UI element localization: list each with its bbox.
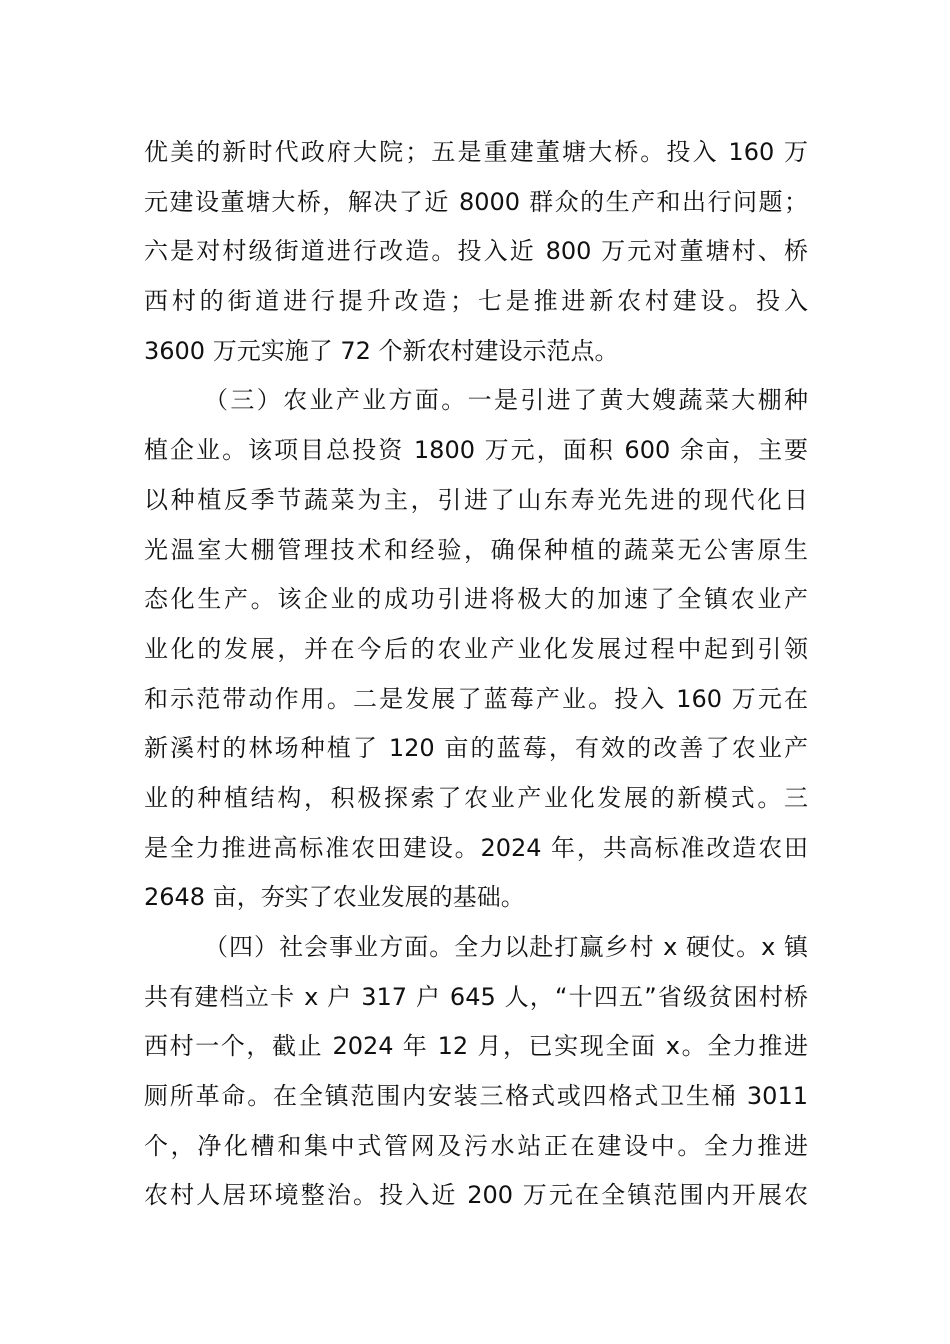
text-line: 西村的街道进行提升改造；七是推进新农村建设。投入: [144, 287, 808, 316]
text-line: 厕所革命。在全镇范围内安装三格式或四格式卫生桶 3011: [144, 1082, 808, 1111]
document-body: [144, 128, 808, 1221]
text-line: （三）农业产业方面。一是引进了黄大嫂蔬菜大棚种: [204, 386, 808, 415]
text-line: 业的种植结构，积极探索了农业产业化发展的新模式。三: [144, 783, 808, 812]
text-line: 业化的发展，并在今后的农业产业化发展过程中起到引领: [144, 634, 808, 663]
text-line: 2648 亩，夯实了农业发展的基础。: [144, 883, 525, 912]
text-line: 元建设董塘大桥，解决了近 8000 群众的生产和出行问题；: [144, 187, 808, 216]
text-line: 以种植反季节蔬菜为主，引进了山东寿光先进的现代化日: [144, 485, 808, 514]
text-line: 个，净化槽和集中式管网及污水站正在建设中。全力推进: [144, 1131, 808, 1160]
text-line: 优美的新时代政府大院；五是重建董塘大桥。投入 160 万: [144, 138, 808, 166]
text-line: 西村一个，截止 2024 年 12 月，已实现全面 x。全力推进: [144, 1032, 808, 1061]
text-line: 共有建档立卡 x 户 317 户 645 人，“十四五”省级贫困村桥: [144, 982, 808, 1011]
text-line: 新溪村的林场种植了 120 亩的蓝莓，有效的改善了农业产: [144, 734, 808, 763]
text-line: 六是对村级街道进行改造。投入近 800 万元对董塘村、桥: [144, 237, 808, 266]
text-line: 植企业。该项目总投资 1800 万元，面积 600 余亩，主要: [144, 436, 808, 465]
text-line: 是全力推进高标准农田建设。2024 年，共高标准改造农田: [144, 833, 808, 862]
text-line: （四）社会事业方面。全力以赴打赢乡村 x 硬仗。x 镇: [204, 933, 808, 961]
text-line: 态化生产。该企业的成功引进将极大的加速了全镇农业产: [144, 585, 808, 614]
text-line: 农村人居环境整治。投入近 200 万元在全镇范围内开展农: [144, 1181, 808, 1210]
text-line: 光温室大棚管理技术和经验，确保种植的蔬菜无公害原生: [144, 535, 808, 564]
text-line: 3600 万元实施了 72 个新农村建设示范点。: [144, 336, 619, 365]
text-line: 和示范带动作用。二是发展了蓝莓产业。投入 160 万元在: [144, 684, 808, 713]
